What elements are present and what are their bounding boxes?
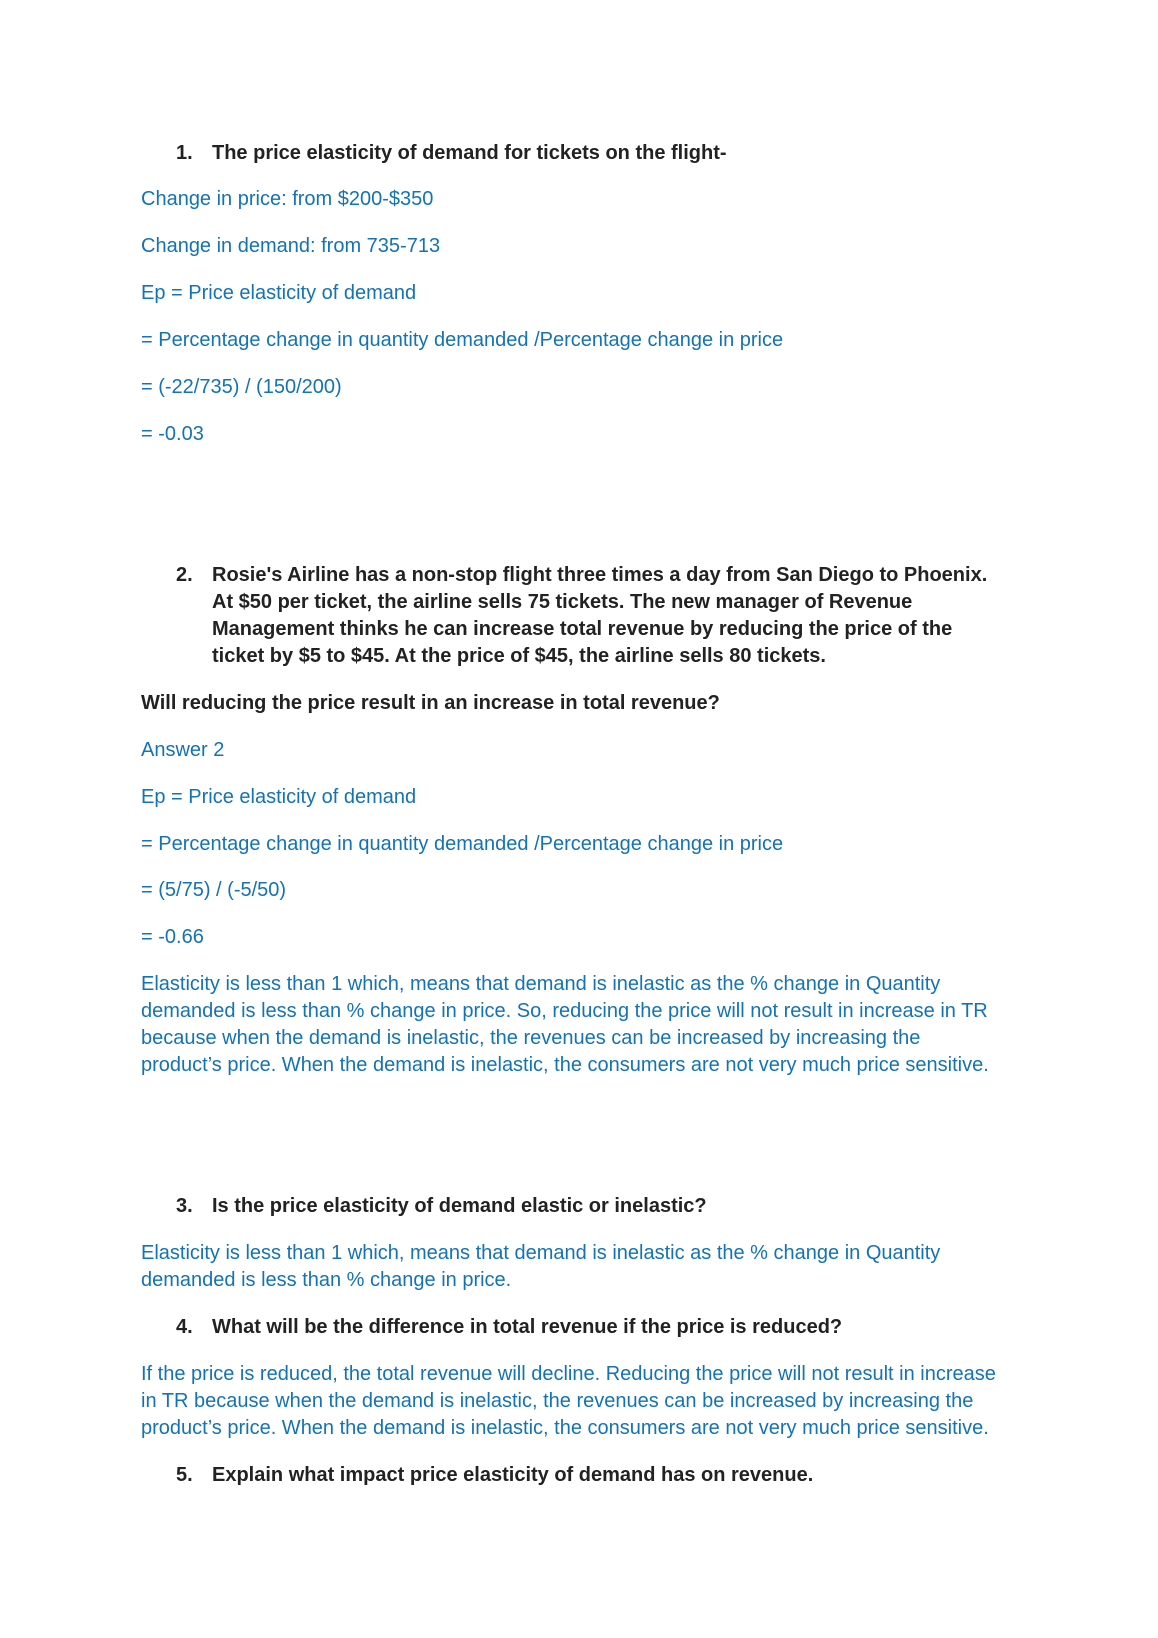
answer-line: = Percentage change in quantity demanded /Percentage change in price bbox=[141, 833, 784, 855]
answer-line: = (5/75) / (-5/50) bbox=[141, 879, 287, 901]
answer-line: Ep = Price elasticity of demand bbox=[141, 786, 417, 808]
question-text: Management thinks he can increase total revenue by reducing the price of the bbox=[212, 618, 953, 640]
question-number: 1. bbox=[176, 142, 193, 164]
answer-line: = (-22/735) / (150/200) bbox=[141, 376, 342, 398]
answer-line: Change in price: from $200-$350 bbox=[141, 188, 434, 210]
answer-paragraph-line: product’s price. When the demand is inelastic, the consumers are not very much price sensitive. bbox=[141, 1054, 989, 1076]
answer-line: = -0.66 bbox=[141, 926, 204, 948]
question-text: Rosie's Airline has a non-stop flight three times a day from San Diego to Phoenix. bbox=[212, 564, 988, 586]
answer-paragraph-line: in TR because when the demand is inelastic, the revenues can be increased by increasing the bbox=[141, 1390, 974, 1412]
question-text: What will be the difference in total revenue if the price is reduced? bbox=[212, 1316, 843, 1338]
answer-line: Change in demand: from 735-713 bbox=[141, 235, 441, 257]
answer-paragraph-line: Elasticity is less than 1 which, means that demand is inelastic as the % change in Quantity bbox=[141, 1242, 941, 1264]
question-number: 2. bbox=[176, 564, 193, 586]
answer-paragraph-line: demanded is less than % change in price. So, reducing the price will not result in increase in TR bbox=[141, 1000, 988, 1022]
question-number: 3. bbox=[176, 1195, 193, 1217]
question-text: Is the price elasticity of demand elastic or inelastic? bbox=[212, 1195, 707, 1217]
question-subtext: Will reducing the price result in an increase in total revenue? bbox=[141, 692, 720, 714]
answer-line: = -0.03 bbox=[141, 423, 204, 445]
answer-paragraph-line: Elasticity is less than 1 which, means that demand is inelastic as the % change in Quantity bbox=[141, 973, 941, 995]
answer-paragraph-line: If the price is reduced, the total revenue will decline. Reducing the price will not result in increase bbox=[141, 1363, 996, 1385]
answer-line: = Percentage change in quantity demanded /Percentage change in price bbox=[141, 329, 784, 351]
answer-paragraph-line: because when the demand is inelastic, the revenues can be increased by increasing the bbox=[141, 1027, 921, 1049]
question-number: 5. bbox=[176, 1464, 193, 1486]
answer-line: Ep = Price elasticity of demand bbox=[141, 282, 417, 304]
answer-paragraph-line: demanded is less than % change in price. bbox=[141, 1269, 512, 1291]
answer-paragraph-line: product’s price. When the demand is inelastic, the consumers are not very much price sensitive. bbox=[141, 1417, 989, 1439]
question-text: Explain what impact price elasticity of demand has on revenue. bbox=[212, 1464, 814, 1486]
answer-line: Answer 2 bbox=[141, 739, 225, 761]
question-number: 4. bbox=[176, 1316, 193, 1338]
question-text: The price elasticity of demand for tickets on the flight- bbox=[212, 142, 727, 164]
question-text: At $50 per ticket, the airline sells 75 tickets. The new manager of Revenue bbox=[212, 591, 913, 613]
question-text: ticket by $5 to $45. At the price of $45, the airline sells 80 tickets. bbox=[212, 645, 826, 667]
